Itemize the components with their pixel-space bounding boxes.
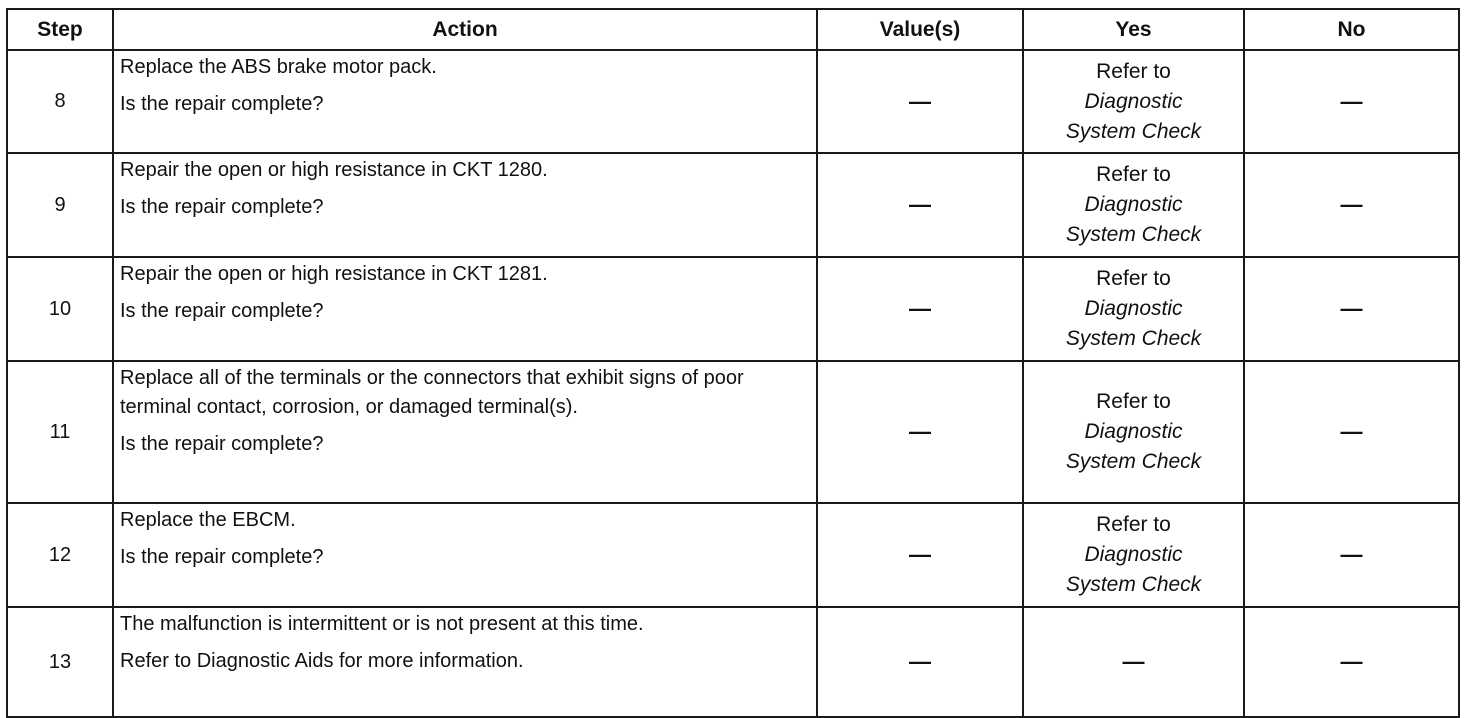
no-cell — [1244, 50, 1459, 153]
yes-reference-line-2: System Check — [1065, 119, 1202, 143]
step-number: 11 — [7, 361, 113, 503]
yes-reference-line-2: System Check — [1065, 223, 1202, 246]
no-cell — [1244, 257, 1459, 361]
action-question: Is the repair complete? — [120, 196, 324, 218]
diagnostic-table-page — [6, 8, 1458, 718]
value-cell — [817, 50, 1023, 153]
header-no: No — [1244, 9, 1459, 50]
no-dash: — — [1340, 649, 1363, 674]
value-cell — [817, 153, 1023, 257]
yes-cell — [1023, 607, 1244, 717]
action-question: Is the repair complete? — [120, 546, 324, 568]
yes-cell — [1023, 50, 1244, 153]
yes-reference-line-1: Diagnostic — [1084, 543, 1183, 566]
yes-cell — [1023, 503, 1244, 607]
yes-reference-line-1: Diagnostic — [1084, 420, 1183, 443]
header-step: Step — [7, 9, 113, 50]
value-dash: — — [909, 649, 931, 674]
no-dash: — — [1340, 296, 1363, 321]
action-cell — [113, 503, 817, 607]
value-cell — [817, 361, 1023, 503]
step-number: 9 — [7, 153, 113, 257]
table-header-row — [7, 9, 1459, 50]
yes-reference-line-2: System Check — [1065, 327, 1202, 350]
table-row — [7, 257, 1459, 361]
table-row — [7, 607, 1459, 717]
action-question: Is the repair complete? — [120, 300, 324, 322]
action-instruction: Replace the EBCM. — [120, 509, 296, 531]
header-yes: Yes — [1023, 9, 1244, 50]
value-dash: — — [909, 88, 931, 114]
step-number: 13 — [7, 607, 113, 717]
diagnostic-table — [6, 8, 1460, 718]
yes-refer-text: Refer to — [1096, 390, 1171, 413]
table-row — [7, 153, 1459, 257]
action-cell — [113, 257, 817, 361]
yes-refer-text: Refer to — [1096, 59, 1171, 83]
yes-refer-text: Refer to — [1096, 163, 1171, 186]
action-cell — [113, 607, 817, 717]
action-question: Is the repair complete? — [120, 433, 324, 455]
yes-reference-line-1: Diagnostic — [1084, 297, 1183, 320]
step-number: 12 — [7, 503, 113, 607]
table-row — [7, 503, 1459, 607]
no-cell — [1244, 361, 1459, 503]
table-row — [7, 50, 1459, 153]
yes-reference-line-1: Diagnostic — [1084, 89, 1183, 113]
action-instruction: Replace all of the terminals or the connectors that exhibit signs of poor terminal contact, corrosion, or damaged terminal(s). — [120, 367, 744, 418]
yes-dash: — — [1122, 648, 1145, 674]
no-cell — [1244, 153, 1459, 257]
value-cell — [817, 257, 1023, 361]
step-number: 10 — [7, 257, 113, 361]
value-cell — [817, 607, 1023, 717]
action-question: Refer to Diagnostic Aids for more information. — [120, 650, 524, 672]
yes-refer-text: Refer to — [1096, 267, 1171, 290]
step-number: 8 — [7, 50, 113, 153]
table-row — [7, 361, 1459, 503]
no-dash: — — [1340, 192, 1363, 217]
yes-cell — [1023, 361, 1244, 503]
action-instruction: Repair the open or high resistance in CKT 1280. — [120, 159, 548, 181]
yes-refer-text: Refer to — [1096, 513, 1171, 536]
yes-reference-line-1: Diagnostic — [1084, 193, 1183, 216]
yes-cell — [1023, 153, 1244, 257]
yes-reference-line-2: System Check — [1065, 573, 1202, 596]
header-value: Value(s) — [817, 9, 1023, 50]
value-dash: — — [909, 192, 931, 217]
value-dash: — — [909, 296, 931, 321]
no-dash: — — [1340, 542, 1363, 567]
no-dash: — — [1340, 419, 1363, 444]
no-cell — [1244, 607, 1459, 717]
yes-cell — [1023, 257, 1244, 361]
action-instruction: Repair the open or high resistance in CKT 1281. — [120, 263, 548, 285]
action-question: Is the repair complete? — [120, 93, 324, 115]
value-dash: — — [909, 419, 931, 444]
action-cell — [113, 50, 817, 153]
action-instruction: Replace the ABS brake motor pack. — [120, 56, 437, 78]
action-cell — [113, 361, 817, 503]
action-instruction: The malfunction is intermittent or is not present at this time. — [120, 613, 644, 635]
action-cell — [113, 153, 817, 257]
value-dash: — — [909, 542, 931, 567]
yes-reference-line-2: System Check — [1065, 450, 1202, 473]
no-cell — [1244, 503, 1459, 607]
value-cell — [817, 503, 1023, 607]
header-action: Action — [113, 9, 817, 50]
no-dash: — — [1340, 88, 1363, 114]
